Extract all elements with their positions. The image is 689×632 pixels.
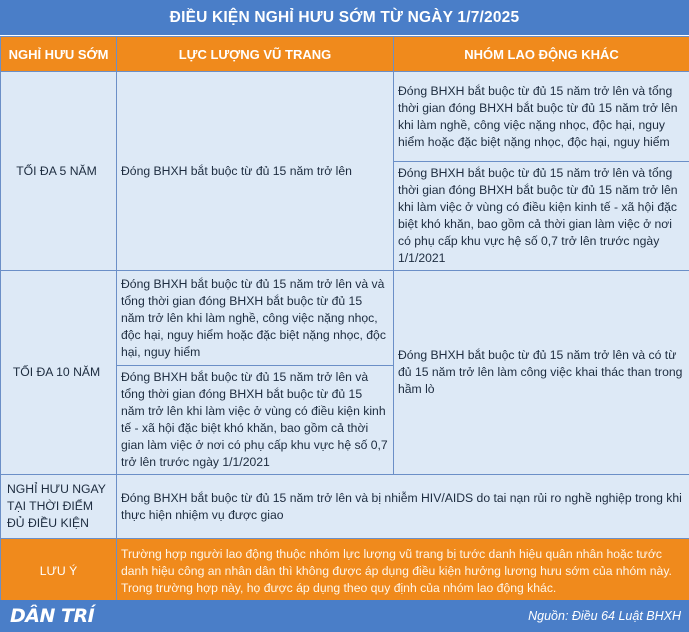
cell-immediate-hiv: Đóng BHXH bắt buộc từ đủ 15 năm trở lên và bị nhiễm HIV/AIDS do tai nạn rủi ro nghề nghiệp trong khi thực hiện nhiệm vụ được giao <box>117 475 689 539</box>
source-caption: Nguồn: Điều 64 Luật BHXH <box>528 609 681 623</box>
cell-other-5-years-remote-area: Đóng BHXH bắt buộc từ đủ 15 năm trở lên và tổng thời gian đóng BHXH bắt buộc từ đủ 15 năm trở lên khi làm việc ở vùng có điều kiện kinh tế - xã hội đặc biệt khó khăn, bao gồm cả thời gian làm việc ở nơi có phụ cấp khu vực hệ số 0,7 trở lên trước ngày 1/1/2021 <box>394 162 689 271</box>
row-label-immediate: NGHỈ HƯU NGAY TẠI THỜI ĐIỂM ĐỦ ĐIỀU KIỆN <box>1 475 117 539</box>
header-armed-forces: LỰC LƯỢNG VŨ TRANG <box>117 37 394 72</box>
row-label-10-years: TỐI ĐA 10 NĂM <box>1 271 117 475</box>
cell-armed-5-years: Đóng BHXH bắt buộc từ đủ 15 năm trở lên <box>117 72 394 271</box>
header-early-retirement: NGHỈ HƯU SỚM <box>1 37 117 72</box>
cell-armed-10-years-remote-area: Đóng BHXH bắt buộc từ đủ 15 năm trở lên và tổng thời gian đóng BHXH bắt buộc từ đủ 15 năm trở lên khi làm việc ở vùng có điều kiện kinh tế - xã hội đặc biệt khó khăn, bao gồm cả thời gian làm việc ở nơi có phụ cấp khu vực hệ số 0,7 trở lên trước ngày 1/1/2021 <box>117 366 394 475</box>
table-row <box>1 271 689 366</box>
conditions-table <box>0 36 689 605</box>
cell-other-10-years-coal-mining: Đóng BHXH bắt buộc từ đủ 15 năm trở lên và có từ đủ 15 năm trở lên làm công việc khai thác than trong hầm lò <box>394 271 689 475</box>
note-label: LƯU Ý <box>1 539 117 605</box>
table-row <box>1 475 689 539</box>
row-label-5-years: TỐI ĐA 5 NĂM <box>1 72 117 271</box>
cell-other-5-years-hazardous: Đóng BHXH bắt buộc từ đủ 15 năm trở lên và tổng thời gian đóng BHXH bắt buộc từ đủ 15 năm trở lên khi làm nghề, công việc nặng nhọc, độc hại, nguy hiểm hoặc đặc biệt nặng nhọc, độc hại, nguy hiểm <box>394 72 689 162</box>
table-row <box>1 72 689 162</box>
dantri-logo: DÂN TRÍ <box>10 605 95 627</box>
note-text: Trường hợp người lao động thuộc nhóm lực lượng vũ trang bị tước danh hiệu quân nhân hoặc tước danh hiệu công an nhân dân thì không được áp dụng điều kiện hưởng lương hưu sớm của nhóm này. Trong trường hợp này, họ được áp dụng theo quy định của nhóm lao động khác. <box>117 539 689 605</box>
note-row <box>1 539 689 605</box>
cell-armed-10-years-hazardous: Đóng BHXH bắt buộc từ đủ 15 năm trở lên và và tổng thời gian đóng BHXH bắt buộc từ đủ 15 năm trở lên khi làm nghề, công việc nặng nhọc, độc hại, nguy hiểm hoặc đặc biệt nặng nhọc, độc hại, nguy hiểm <box>117 271 394 366</box>
table-header-row <box>1 37 689 72</box>
header-other-workers: NHÓM LAO ĐỘNG KHÁC <box>394 37 689 72</box>
footer <box>0 600 689 632</box>
page-title: ĐIỀU KIỆN NGHỈ HƯU SỚM TỪ NGÀY 1/7/2025 <box>0 0 689 36</box>
